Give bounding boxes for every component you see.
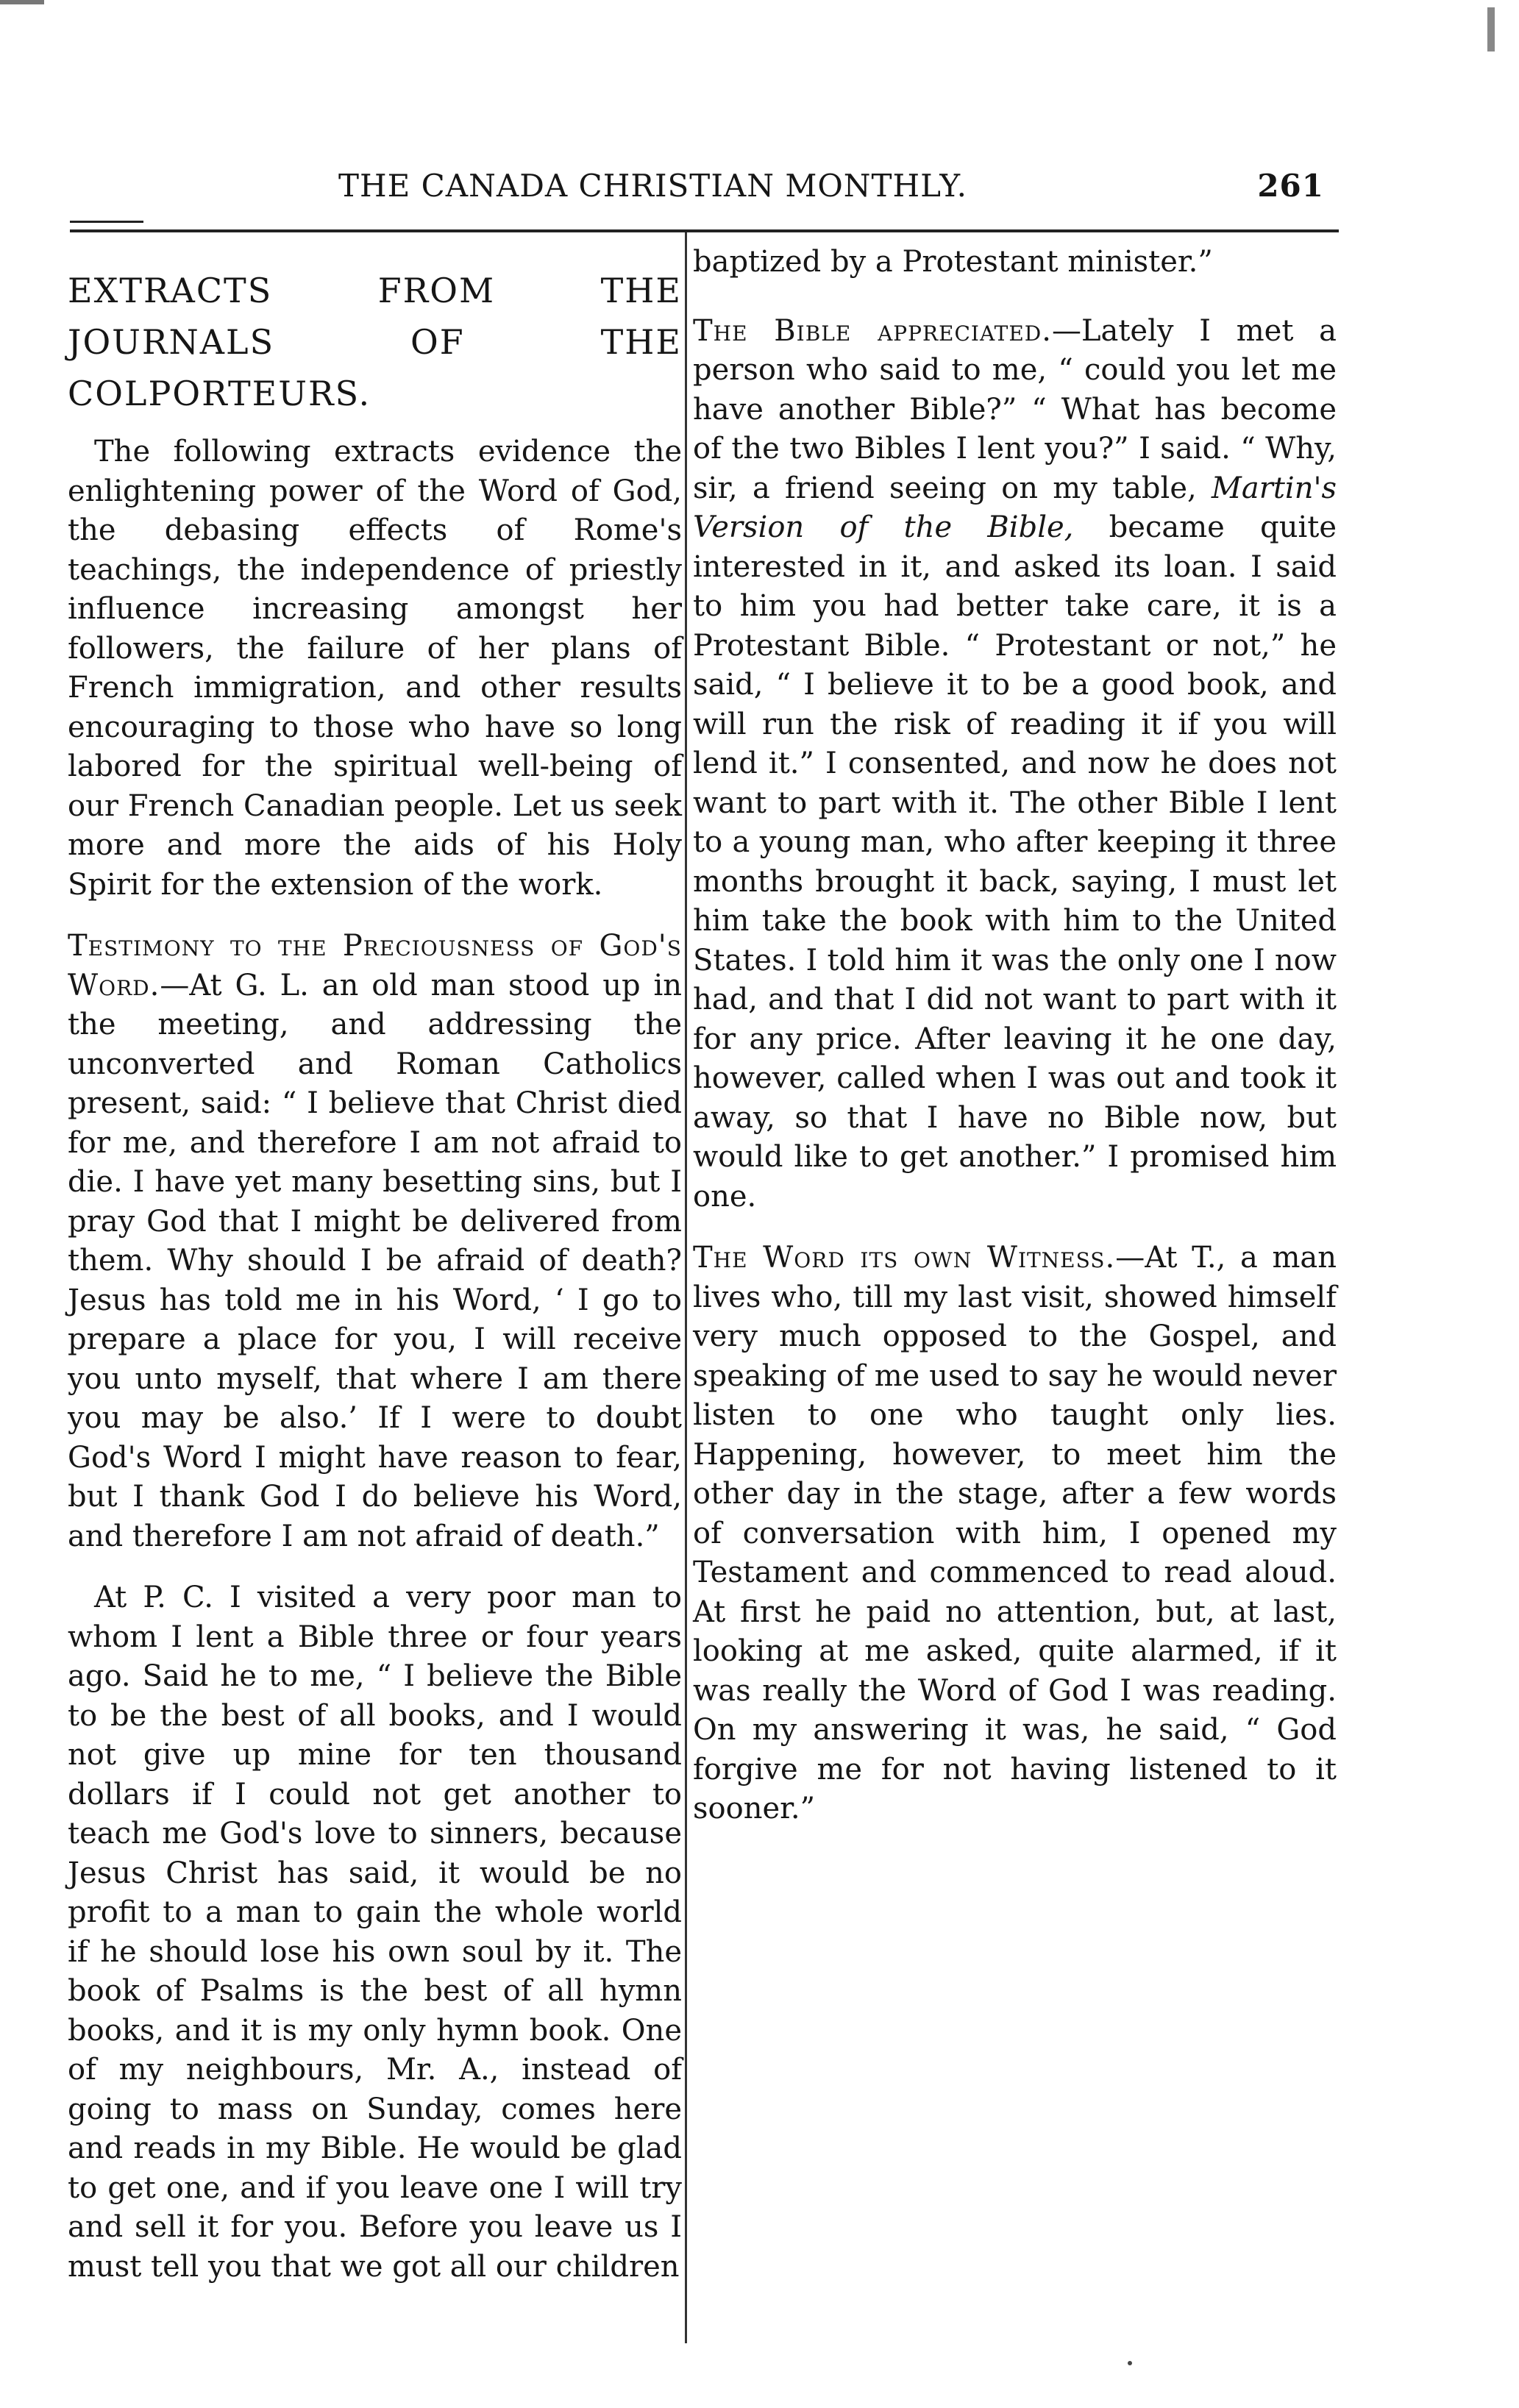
continued-paragraph [693, 243, 1337, 304]
stray-dot [1128, 2361, 1132, 2365]
continued-text: baptized by a Protestant minister.” [693, 245, 1213, 279]
section-heading: The Bible appreciated. [693, 313, 1052, 348]
article-title: EXTRACTS FROM THE JOURNALS OF THE COLPORTEURS. [68, 271, 682, 413]
section-bible-appreciated [693, 312, 1337, 1217]
scan-side-mark [1487, 7, 1495, 51]
column-divider [685, 232, 687, 2343]
section-body: became quite interested in it, and asked its loan. I said to him you had better take care, it is a Protestant Bible. “ Protestant or not,” he said, “ I believe it to be a good book, and will run the risk of reading it if you will lend it.” I consented, and now he does not want to part with it. The other Bible I lent to a young man, who after keeping it three months brought it back, saying, I must let him take the book with him to the United States. I told him it was the only one I now had, and that I did not want to part with it for any price. After leaving it he one day, however, called when I was out and took it away, so that I have no Bible now, but would like to get another.” I promised him one. [693, 510, 1337, 1214]
section-testimony [68, 927, 682, 1556]
right-column [693, 312, 1337, 1851]
left-column [68, 243, 682, 2309]
scan-edge-mark [0, 0, 44, 4]
section-heading: The Word its own Witness. [693, 1241, 1116, 1275]
intro-paragraph: The following extracts evidence the enlightening power of the Word of God, the debasing effects of Rome's teachings, the independence of priestly influence increasing amongst her followers, the failure of her plans of French immigration, and other results encouraging to those who have so long labored for the spiritual well-being of our French Canadian people. Let us seek more and more the aids of his Holy Spirit for the extension of the work. [68, 435, 682, 902]
section-body: At P. C. I visited a very poor man to whom I lent a Bible three or four years ago. Said he to me, “ I believe the Bible to be the best of all books, and I would not give up mine for ten thousand dollars if I could not get another to teach me God's love to sinners, because Jesus Christ has said, it would be no profit to a man to gain the whole world if he should lose his own soul by it. The book of Psalms is the best of all hymn books, and it is my only hymn book. One of my neighbours, Mr. A., instead of going to mass on Sunday, comes here and reads in my Bible. He would be glad to get one, and if you leave one I will try and sell it for you. Before you leave us I must tell you that we got all our children [68, 1581, 682, 2284]
page-number: 261 [1257, 168, 1324, 204]
running-header [338, 168, 1339, 212]
running-title: THE CANADA CHRISTIAN MONTHLY. [338, 168, 968, 204]
section-body: —At T., a man lives who, till my last visit, showed himself very much opposed to the Gospel, and speaking of me used to say he would never listen to one who taught only lies. Happening, however, to meet him the other day in the stage, after a few words of conversation with him, I opened my Testament and commenced to read aloud. At first he paid no attention, but, at last, looking at me asked, quite alarmed, if it was really the Word of God I was reading. On my answering it was, he said, “ God forgive me for not having listened to it sooner.” [693, 1241, 1337, 1825]
section-poor-man [68, 1578, 682, 2287]
section-body: —Lately I met a person who said to me, “ could you let me have another Bible?” “ What has become of the two Bibles I lent you?” I said. “ Why, sir, a friend seeing on my table, [693, 313, 1337, 505]
section-word-witness [693, 1239, 1337, 1829]
section-heading: Testimony to the Preciousness of God's Word. [68, 929, 682, 1002]
header-rule-short [70, 221, 143, 223]
italic-title: Martin's Version of the Bible, [693, 471, 1337, 544]
header-rule [70, 229, 1339, 232]
section-body: —At G. L. an old man stood up in the meeting, and addressing the unconverted and Roman Catholics present, said: “ I believe that Christ died for me, and therefore I am not afraid to die. I have yet many besetting sins, but I pray God that I might be delivered from them. Why should I be afraid of death? Jesus has told me in his Word, ‘ I go to prepare a place for you, I will receive you unto myself, that where I am there you may be also.’ If I were to doubt God's Word I might have reason to fear, but I thank God I do believe his Word, and therefore I am not afraid of death.” [68, 968, 682, 1553]
